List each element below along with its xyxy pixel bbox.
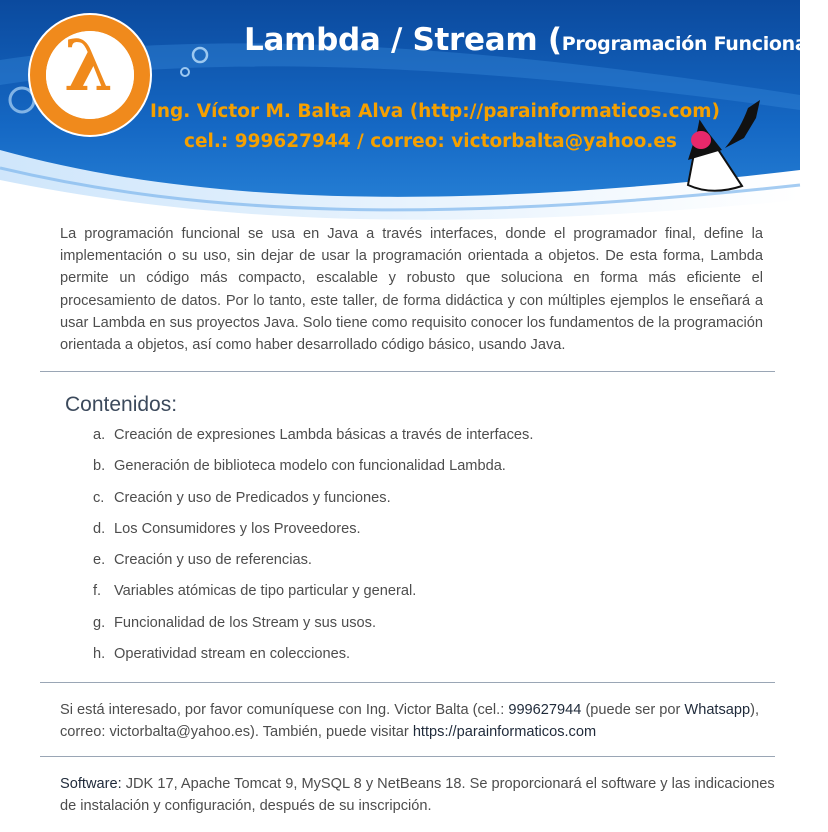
contents-list: [93, 427, 533, 677]
title-main: Lambda / Stream (: [244, 22, 562, 58]
list-item-text: Operatividad stream en colecciones.: [114, 646, 351, 663]
list-item-text: Generación de biblioteca modelo con funcionalidad Lambda.: [114, 458, 506, 475]
list-item-letter: h.: [93, 646, 106, 663]
list-item-letter: d.: [93, 520, 106, 537]
list-item-letter: c.: [93, 489, 105, 506]
list-item: [93, 490, 533, 521]
author-line: Ing. Víctor M. Balta Alva (http://parainformaticos.com): [150, 101, 720, 122]
contact-text-2: (puede ser por: [581, 702, 685, 718]
list-item-letter: a.: [93, 427, 106, 443]
list-item-letter: e.: [93, 552, 106, 569]
list-item: [93, 646, 533, 677]
list-item-letter: f.: [93, 583, 102, 600]
header-banner: [0, 0, 828, 230]
list-item-text: Funcionalidad de los Stream y sus usos.: [114, 614, 377, 631]
list-item-text: Creación de expresiones Lambda básicas a través de interfaces.: [114, 427, 534, 443]
page-title: [244, 22, 828, 58]
software-label: Software:: [60, 776, 122, 792]
divider-middle: [40, 682, 775, 683]
software-paragraph: [60, 773, 780, 817]
lambda-logo-icon: λ: [64, 24, 114, 107]
contact-paragraph: [60, 699, 780, 743]
list-item: [93, 583, 533, 614]
list-item: [93, 427, 533, 458]
divider-top: [40, 371, 775, 372]
website-link[interactable]: https://parainformaticos.com: [412, 724, 597, 740]
list-item: [93, 458, 533, 489]
list-item-text: Variables atómicas de tipo particular y general.: [114, 583, 417, 600]
software-text: JDK 17, Apache Tomcat 9, MySQL 8 y NetBeans 18. Se proporcionará el software y las indicaciones de instalación y configuración, después de su inscripción.: [60, 776, 775, 814]
title-close: ): [813, 22, 828, 58]
list-item-letter: g.: [93, 614, 106, 631]
list-item-text: Los Consumidores y los Proveedores.: [114, 520, 361, 537]
list-item: [93, 552, 533, 583]
list-item-text: Creación y uso de referencias.: [114, 552, 312, 569]
whatsapp-label: Whatsapp: [684, 702, 751, 718]
contact-text-1: Si está interesado, por favor comuníquese con Ing. Victor Balta (cel.:: [60, 702, 509, 718]
contents-heading: Contenidos:: [65, 393, 178, 416]
list-item-text: Creación y uso de Predicados y funciones.: [114, 489, 391, 506]
title-subtitle: Programación Funcional: [561, 33, 814, 55]
phone-number: 999627944: [508, 702, 582, 718]
contact-line: cel.: 999627944 / correo: victorbalta@yahoo.es: [184, 131, 677, 152]
list-item-letter: b.: [93, 458, 106, 475]
divider-bottom: [40, 756, 775, 757]
list-item: [93, 615, 533, 646]
contact-text-3: ), correo: victorbalta@yahoo.es). También, puede visitar: [60, 702, 760, 740]
list-item: [93, 521, 533, 552]
intro-paragraph: La programación funcional se usa en Java a través interfaces, donde el programador final, define la implementación o su uso, sin dejar de usar la programación orientada a objetos. De esta forma, Lambda permite un código más compacto, escalable y robusto que soluciona en forma más eficiente el procesamiento de datos. Por lo tanto, este taller, de forma didáctica y con múltiples ejemplos le enseñará a usar Lambda en sus proyectos Java. Solo tiene como requisito conocer los fundamentos de la programación orientada a objetos, así como haber desarrollado código básico, usando Java.: [60, 226, 763, 354]
